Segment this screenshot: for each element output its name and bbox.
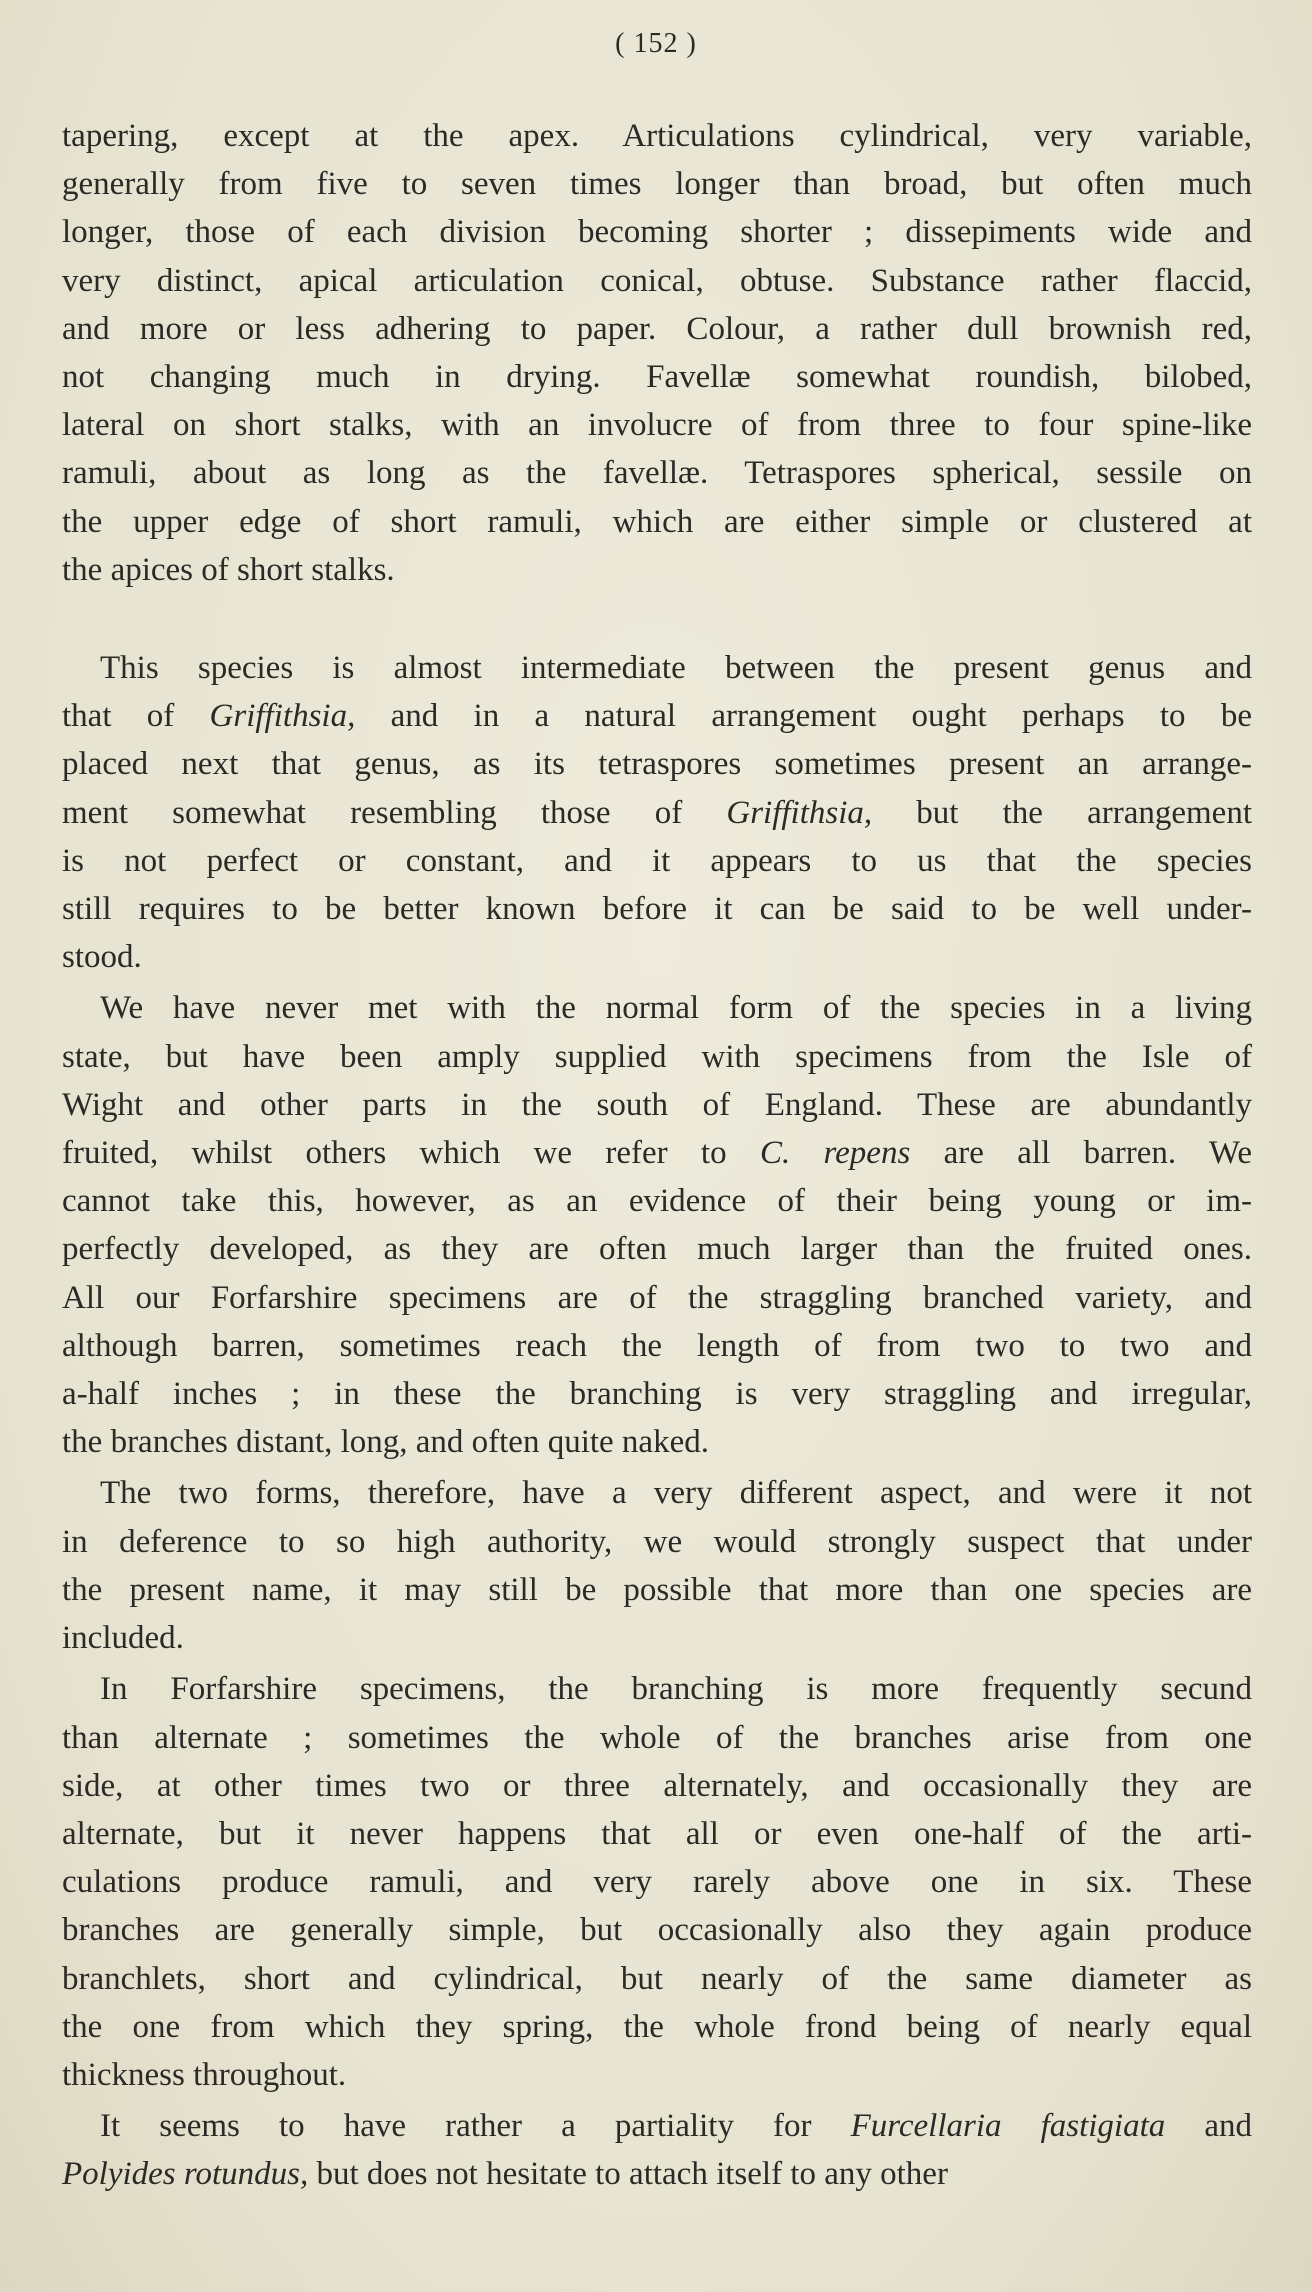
text-line: stood. <box>62 939 142 976</box>
text-line: longer, those of each division becoming shorter ; dissepiments wide and <box>62 214 1252 251</box>
paragraph <box>62 1469 1252 1662</box>
text-line: the upper edge of short ramuli, which are either simple or clustered at <box>62 503 1252 540</box>
paragraph <box>62 984 1252 1466</box>
body-text <box>62 112 1252 2199</box>
text-line: alternate, but it never happens that all or even one-half of the arti- <box>62 1815 1252 1852</box>
text-line: that of Griffithsia, and in a natural arrangement ought perhaps to be <box>62 698 1252 735</box>
italic-term: Griffithsia, <box>209 698 356 735</box>
text-line: This species is almost intermediate between the present genus and <box>100 650 1252 687</box>
paragraph <box>62 1665 1252 2099</box>
text-line: a-half inches ; in these the branching is very straggling and irregular, <box>62 1376 1252 1413</box>
page-number: ( 152 ) <box>615 28 697 59</box>
italic-term: Polyides rotundus, <box>62 2156 309 2193</box>
text-line: side, at other times two or three alternately, and occasionally they are <box>62 1767 1252 1804</box>
text-line: tapering, except at the apex. Articulations cylindrical, very variable, <box>62 118 1252 154</box>
text-line: Wight and other parts in the south of England. These are abundantly <box>62 1086 1252 1123</box>
text-line: included. <box>62 1620 184 1657</box>
text-line: not changing much in drying. Favellæ somewhat roundish, bilobed, <box>62 359 1252 396</box>
text-line: fruited, whilst others which we refer to C. repens are all barren. We <box>62 1135 1252 1172</box>
text-line: lateral on short stalks, with an involucre of from three to four spine-like <box>62 407 1252 444</box>
text-line: placed next that genus, as its tetraspores sometimes present an arrange- <box>62 746 1252 783</box>
text-line: In Forfarshire specimens, the branching is more frequently secund <box>100 1671 1252 1708</box>
text-line: ramuli, about as long as the favellæ. Tetraspores spherical, sessile on <box>62 455 1252 492</box>
italic-term: C. repens <box>759 1135 911 1172</box>
text-line: still requires to be better known before it can be said to be well under- <box>62 891 1252 928</box>
text-line: the present name, it may still be possible that more than one species are <box>62 1571 1252 1608</box>
paragraph <box>62 2102 1252 2198</box>
text-line: ment somewhat resembling those of Griffithsia, but the arrangement <box>62 794 1252 831</box>
text-line: is not perfect or constant, and it appears to us that the species <box>62 842 1252 879</box>
text-line: state, but have been amply supplied with specimens from the Isle of <box>62 1038 1252 1075</box>
text-line: very distinct, apical articulation conical, obtuse. Substance rather flaccid, <box>62 262 1252 299</box>
text-line: the branches distant, long, and often quite naked. <box>62 1424 709 1461</box>
text-line: branches are generally simple, but occasionally also they again produce <box>62 1912 1252 1949</box>
text-line: cannot take this, however, as an evidence of their being young or im- <box>62 1183 1252 1220</box>
text-line: perfectly developed, as they are often much larger than the fruited ones. <box>62 1231 1252 1268</box>
paragraph <box>62 644 1252 981</box>
text-line: generally from five to seven times longer than broad, but often much <box>62 166 1252 203</box>
paragraph <box>62 112 1252 594</box>
text-line: the apices of short stalks. <box>62 551 395 588</box>
text-line: It seems to have rather a partiality for Furcellaria fastigiata and <box>100 2108 1252 2145</box>
text-line: the one from which they spring, the whole frond being of nearly equal <box>62 2008 1252 2045</box>
text-line: branchlets, short and cylindrical, but nearly of the same diameter as <box>62 1960 1252 1997</box>
text-line: The two forms, therefore, have a very different aspect, and were it not <box>100 1475 1252 1512</box>
text-line: and more or less adhering to paper. Colour, a rather dull brownish red, <box>62 310 1252 347</box>
text-line: although barren, sometimes reach the length of from two to two and <box>62 1327 1252 1364</box>
text-line: in deference to so high authority, we would strongly suspect that under <box>62 1523 1252 1560</box>
italic-term: Griffithsia, <box>726 794 873 831</box>
text-line: All our Forfarshire specimens are of the straggling branched variety, and <box>62 1279 1252 1316</box>
text-line: We have never met with the normal form of the species in a living <box>100 990 1252 1027</box>
text-line: culations produce ramuli, and very rarely above one in six. These <box>62 1864 1252 1901</box>
text-line: Polyides rotundus, but does not hesitate to attach itself to any other <box>62 2156 948 2193</box>
text-line: than alternate ; sometimes the whole of the branches arise from one <box>62 1719 1252 1756</box>
italic-term: Furcellaria fastigiata <box>850 2108 1166 2145</box>
text-line: thickness throughout. <box>62 2056 347 2093</box>
